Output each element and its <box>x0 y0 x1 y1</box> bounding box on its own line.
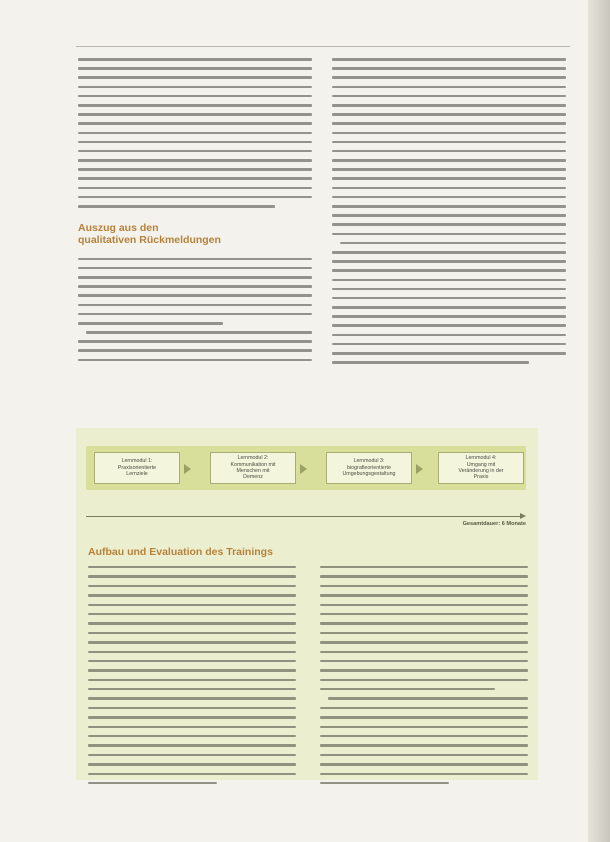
module-3: Lernmodul 3: biografieorientierte Umgebungsgestaltung <box>326 452 412 484</box>
module-4: Lernmodul 4: Umgang mit Veränderung in der Praxis <box>438 452 524 484</box>
timeline-line <box>86 516 522 517</box>
page-edge-shadow <box>588 0 610 842</box>
arrow-right-icon <box>416 464 423 474</box>
info-box <box>76 428 538 780</box>
timeline-label: Gesamtdauer: 6 Monate <box>462 521 526 527</box>
header-rule <box>76 46 570 47</box>
article-column-left <box>78 58 312 368</box>
box-column-left <box>88 566 296 791</box>
training-module-diagram <box>76 428 538 538</box>
section-heading: Auszug aus den qualitativen Rückmeldungen <box>78 221 221 246</box>
module-1: Lernmodul 1: Praxisorientierte Lernziele <box>94 452 180 484</box>
article-column-right <box>332 58 566 370</box>
box-title: Aufbau und Evaluation des Trainings <box>88 546 273 558</box>
module-2: Lernmodul 2: Kommunikation mit Menschen mit Demenz <box>210 452 296 484</box>
timeline-arrow-icon <box>520 513 526 519</box>
box-column-right <box>320 566 528 791</box>
arrow-right-icon <box>300 464 307 474</box>
arrow-right-icon <box>184 464 191 474</box>
